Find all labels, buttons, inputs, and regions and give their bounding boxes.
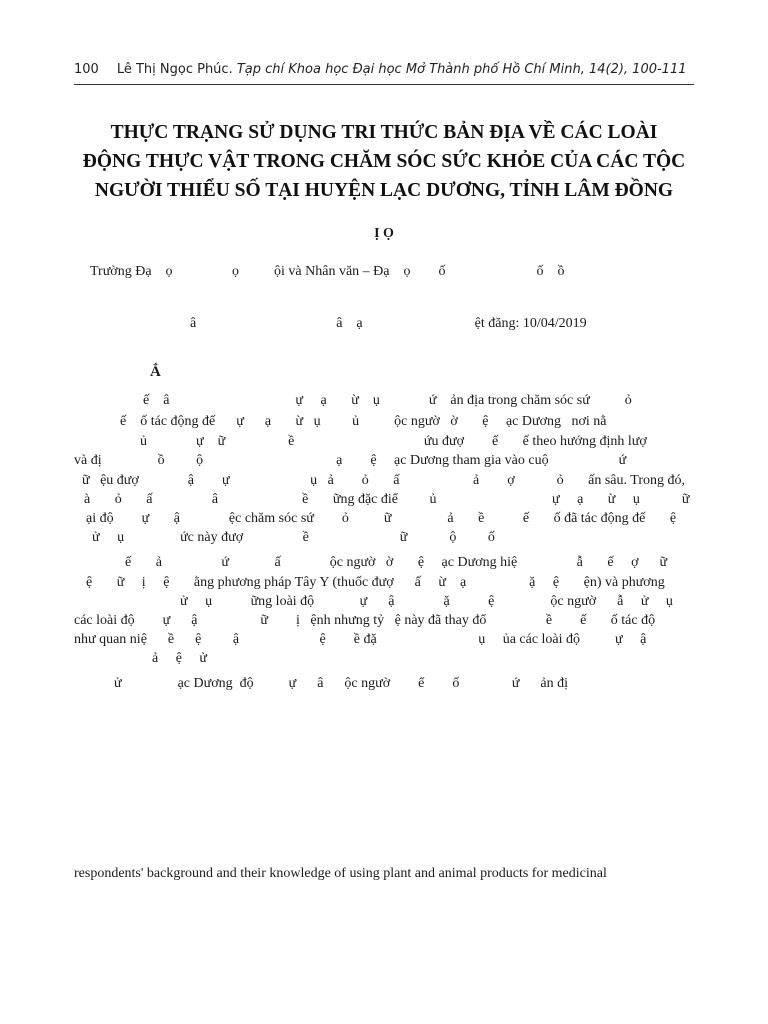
- abstract-p1-line: ử ụ ức này đượ ề ữ ộ ố: [92, 530, 495, 545]
- affiliation: Trường Đạ ọ ọ ội và Nhân văn – Đạ ọ ố ố ồ: [90, 264, 565, 279]
- title-line-3: NGƯỜI THIỂU SỐ TẠI HUYỆN LẠC DƯƠNG, TỈNH LÂM ĐỒNG: [94, 180, 674, 201]
- abstract-p1-line: à ỏ ấ â ề ững đặc điể ủ ự ạ ừ ụ ữ: [84, 492, 690, 507]
- journal-name: Tạp chí Khoa học Đại học Mở Thành phố Hồ Chí Minh, 14: [236, 62, 606, 77]
- title-line-2: ĐỘNG THỰC VẬT TRONG CHĂM SÓC SỨC KHỎE CỦA CÁC TỘC: [82, 151, 686, 172]
- abstract-p1-line: ế ố tác động đế ự ạ ừ ụ ủ ộc ngườ ờ ệ ạc Dương nơi nằ: [120, 414, 607, 429]
- journal-issue: (2), 100-111: [605, 62, 687, 77]
- author-citation: Lê Thị Ngọc Phúc.: [116, 62, 233, 77]
- abstract-heading: Ắ: [150, 364, 161, 380]
- abstract-p2-line: ệ ữ ị ệ ằng phương pháp Tây Y (thuốc đượ ấ ừ ạ ặ ệ ện) và phương: [86, 575, 665, 590]
- abstract-p1-line: ế â ự ạ ừ ụ ứ ản địa trong chăm sóc sứ ỏ: [143, 393, 632, 408]
- abstract-p1-line: và đị ồ ộ ạ ệ ạc Dương tham gia vào cuộ ứ: [74, 453, 627, 468]
- header-divider: [74, 84, 694, 85]
- abstract-p2-line: ả ệ ử: [152, 651, 208, 666]
- author-name: Ị Ọ: [374, 226, 394, 241]
- english-abstract-line: respondents' background and their knowledge of using plant and animal products for medicinal: [74, 866, 607, 881]
- publication-dates: â â ạ ệt đăng: 10/04/2019: [190, 316, 587, 331]
- abstract-p2-line: ế ả ứ ấ ộc ngườ ờ ệ ạc Dương hiệ ẫ ế ợ ữ: [125, 555, 668, 570]
- keywords: ử ạc Dương độ ự â ộc ngườ ể ố ứ ản đị: [114, 676, 569, 691]
- page-number: 100: [74, 62, 99, 77]
- running-header: [74, 62, 694, 77]
- title-line-1: THỰC TRẠNG SỬ DỤNG TRI THỨC BẢN ĐỊA VỀ CÁC LOÀI: [110, 122, 658, 143]
- article-title: [60, 118, 708, 205]
- abstract-p1-line: ại độ ự ậ ệc chăm sóc sứ ỏ ữ ả ề ế ố đã tác động đế ệ: [86, 511, 677, 526]
- abstract-p1-line: ữ ệu đượ ậ ự ụ ả ỏ ấ ả ợ ỏ ấn sâu. Trong đó,: [82, 473, 685, 488]
- abstract-p2-line: như quan niệ ề ệ ậ ệ ề đặ ụ ủa các loài độ ự ậ: [74, 632, 647, 647]
- abstract-p1-line: ủ ự ữ ề ứu đượ ế ế theo hướng định lượ: [140, 434, 647, 449]
- abstract-p2-line: các loài độ ự ậ ữ ị ệnh nhưng tỷ ệ này đã thay đổ ề ế ố tác độ: [74, 613, 656, 628]
- abstract-p2-line: ử ụ ững loài độ ự ậ ặ ệ ộc ngườ ẫ ử ụ: [180, 594, 673, 609]
